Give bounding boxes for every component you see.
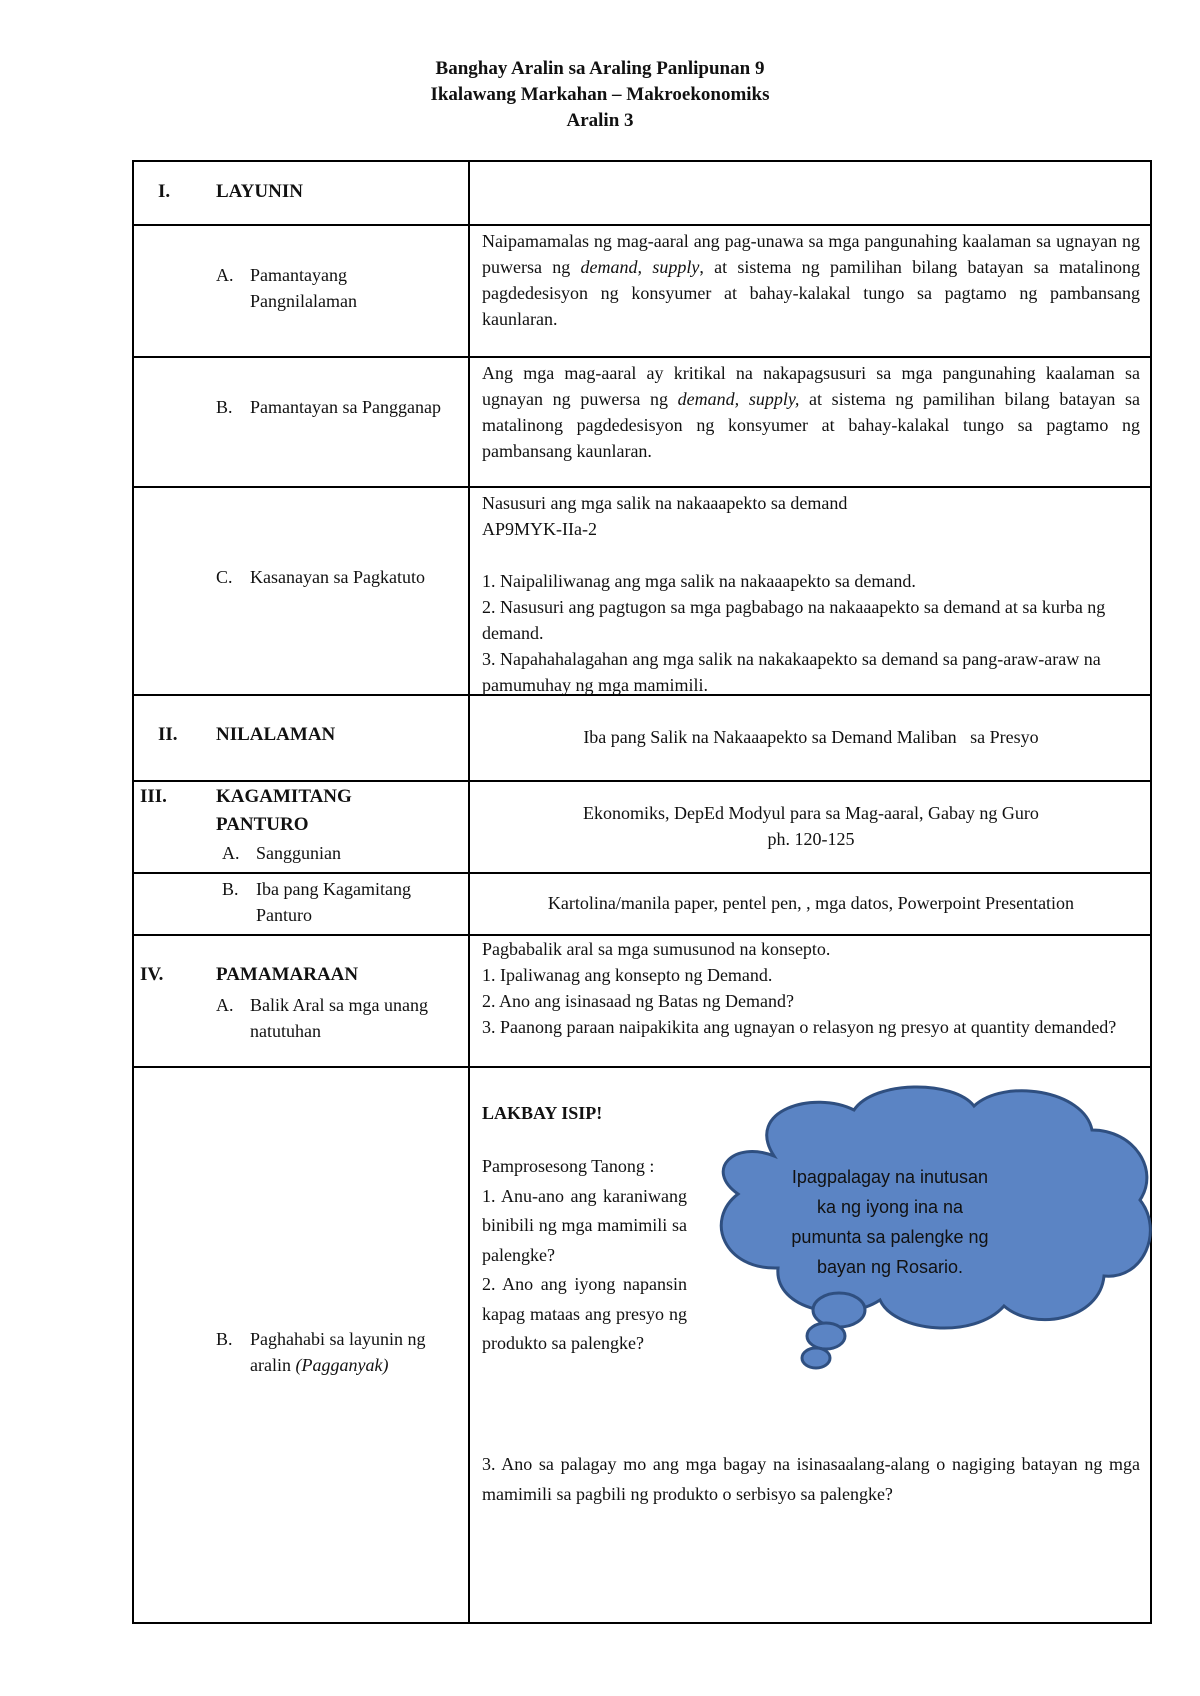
row-pamantayan-sa-pangganap	[133, 357, 1151, 487]
cloud-bubble-medium	[807, 1323, 845, 1349]
sub-label: Sanggunian	[256, 843, 341, 863]
cell-left	[133, 161, 469, 225]
document-header	[0, 56, 1200, 134]
section-title: KAGAMITANG	[216, 786, 352, 807]
text-part: at sistema ng pamilihan bilang batayan sa matalinong pagdedesisyon ng konsyumer at bahay-kalakal tungo sa pagtamo ng pambansang kaunlaran.	[482, 389, 1140, 461]
content-standard-text	[482, 228, 1140, 332]
sub-letter: A.	[216, 995, 234, 1015]
lesson-plan-table	[132, 160, 1152, 1624]
cell-right	[469, 161, 1151, 225]
sub-label: Iba pang Kagamitang Panturo	[256, 879, 411, 925]
question-item: 1. Anu-ano ang karaniwang binibili ng mga mamimili sa palengke?	[482, 1185, 687, 1265]
cell-left	[133, 935, 469, 1067]
row-nilalaman	[133, 695, 1151, 781]
cell-left	[133, 487, 469, 695]
reference-line: Ekonomiks, DepEd Modyul para sa Mag-aaral, Gabay ng Guro	[583, 803, 1039, 823]
cell-right	[469, 695, 1151, 781]
references	[482, 800, 1140, 852]
cell-right	[469, 357, 1151, 487]
row-layunin	[133, 161, 1151, 225]
subheading-iba-pang	[222, 876, 452, 928]
cell-left	[133, 695, 469, 781]
sub-letter: B.	[216, 397, 233, 417]
cell-left	[133, 225, 469, 357]
text-emphasis: (Pagganyak)	[295, 1355, 389, 1375]
materials-list: Kartolina/manila paper, pentel pen, , mga datos, Powerpoint Presentation	[547, 893, 1075, 913]
performance-standard-text	[482, 360, 1140, 464]
competency-code: AP9MYK-IIa-2	[482, 519, 597, 539]
review-item: 1. Ipaliwanag ang konsepto ng Demand.	[482, 965, 773, 985]
subheading-a	[216, 262, 446, 314]
section-title: NILALAMAN	[216, 724, 336, 745]
row-iba-pang-kagamitan	[133, 873, 1151, 935]
sub-label: Kasanayan sa Pagkatuto	[250, 567, 425, 587]
cell-right	[469, 873, 1151, 935]
review-content	[482, 936, 1140, 1040]
objective-item: 1. Naipaliliwanag ang mga salik na nakaaapekto sa demand.	[482, 571, 916, 591]
subheading-sanggunian	[222, 840, 452, 866]
subheading-c	[216, 564, 446, 590]
cell-right	[469, 225, 1151, 357]
sub-letter: B.	[222, 879, 239, 899]
text-part: , at sistema ng pamilihan bilang batayan sa matalinong pagdedesisyon ng konsyumer at bahay-kalakal tungo sa pagtamo ng pambansang kaunlaran.	[482, 257, 1141, 329]
content-topic: Iba pang Salik na Nakaaapekto sa Demand Maliban sa Presyo	[583, 727, 1039, 747]
row-pamantayang-pangnilalaman	[133, 225, 1151, 357]
cell-right	[469, 487, 1151, 695]
cell-left	[133, 1067, 469, 1623]
document-subtitle: Ikalawang Markahan – Makroekonomiks	[430, 84, 770, 105]
section-number: I.	[158, 181, 171, 202]
sub-label: Pamantayan sa Pangganap	[250, 397, 441, 417]
section-title: PANTURO	[216, 814, 309, 835]
section-title: LAYUNIN	[216, 181, 303, 202]
subheading-b	[216, 394, 446, 420]
objective-item: 3. Napahahalagahan ang mga salik na nakakaapekto sa demand sa pang-araw-araw na pamumuhay ng mga mamimili.	[482, 649, 1101, 695]
sub-letter: A.	[222, 843, 240, 863]
objective-item: 2. Nasusuri ang pagtugon sa mga pagbabago na nakaaapekto sa demand at sa kurba ng demand.	[482, 597, 1106, 643]
sub-letter: C.	[216, 567, 233, 587]
sub-label: Balik Aral sa mga unang natutuhan	[250, 995, 428, 1041]
review-item: 2. Ano ang isinasaad ng Batas ng Demand?	[482, 991, 794, 1011]
section-number: IV.	[140, 964, 164, 985]
sub-letter: B.	[216, 1329, 233, 1349]
thought-cloud	[704, 1070, 1160, 1400]
row-kasanayan-sa-pagkatuto	[133, 487, 1151, 695]
processing-questions	[482, 1152, 687, 1359]
text-emphasis: demand, supply,	[677, 389, 800, 409]
row-kagamitang-panturo	[133, 781, 1151, 873]
cloud-bubble-large	[813, 1293, 865, 1327]
text-part: Naipamamalas ng mag-aaral ang pag-unawa sa mga pangunahing kaalaman sa ugnayan ng puwersa ng	[482, 231, 1140, 277]
cell-left	[133, 357, 469, 487]
text-emphasis: demand, supply	[580, 257, 700, 277]
cell-right	[469, 935, 1151, 1067]
question-item: 2. Ano ang iyong napansin kapag mataas ang presyo ng produkto sa palengke?	[482, 1274, 687, 1353]
cloud-bubble-small	[802, 1348, 830, 1368]
reference-pages: ph. 120-125	[767, 829, 855, 849]
lesson-number: Aralin 3	[566, 110, 634, 131]
sub-label	[250, 1326, 446, 1378]
review-item: 3. Paanong paraan naipakikita ang ugnayan o relasyon ng presyo at quantity demanded?	[482, 1017, 1117, 1037]
text-part: Ang mga mag-aaral ay kritikal na nakapagsusuri sa mga pangunahing kaalaman sa ugnayan ng puwersa ng	[482, 363, 1140, 409]
subheading-paghahabi	[216, 1326, 446, 1378]
activity-heading: LAKBAY ISIP!	[482, 1103, 603, 1123]
review-intro: Pagbabalik aral sa mga sumusunod na konsepto.	[482, 939, 831, 959]
sub-label: Pamantayang Pangnilalaman	[250, 265, 357, 311]
cell-left	[133, 781, 469, 873]
section-number: II.	[158, 724, 178, 745]
question-item: 3. Ano sa palagay mo ang mga bagay na isinasaalang-alang o nagiging batayan ng mga mamimili sa pagbili ng produkto o serbisyo sa palengke?	[482, 1454, 1140, 1504]
learning-competency	[482, 490, 1140, 698]
sub-letter: A.	[216, 265, 234, 285]
section-title: PAMAMARAAN	[216, 964, 359, 985]
cell-right	[469, 781, 1151, 873]
subheading-balik-aral	[216, 992, 446, 1044]
cloud-text: Ipagpalagay na inutusan ka ng iyong ina na pumunta sa palengke ng bayan ng Rosario.	[791, 1167, 989, 1277]
cell-left	[133, 873, 469, 935]
row-pamamaraan	[133, 935, 1151, 1067]
questions-label: Pamprosesong Tanong :	[482, 1156, 655, 1176]
text-part: Paghahabi sa layunin ng aralin	[250, 1329, 426, 1375]
competency-statement: Nasusuri ang mga salik na nakaaapekto sa demand	[482, 493, 848, 513]
document-title: Banghay Aralin sa Araling Panlipunan 9	[435, 58, 765, 79]
section-number: III.	[140, 786, 167, 807]
